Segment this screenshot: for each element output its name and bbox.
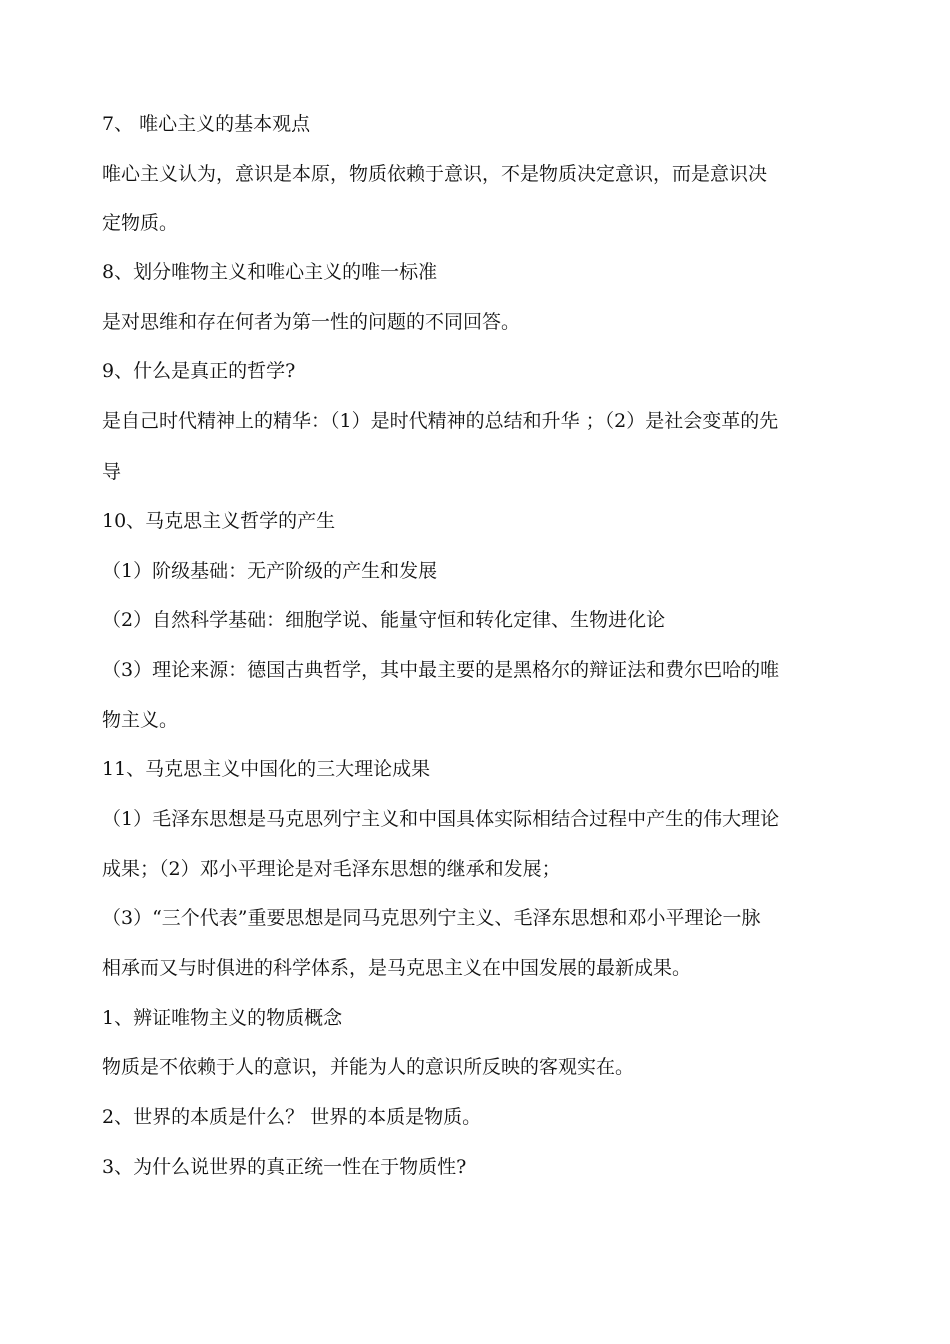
list-item: （1）阶级基础：无产阶级的产生和发展 — [102, 560, 438, 582]
list-item: （1）毛泽东思想是马克思列宁主义和中国具体实际相结合过程中产生的伟大理论 — [102, 808, 780, 830]
heading-2: 2、世界的本质是什么？ 世界的本质是物质。 — [102, 1106, 482, 1128]
paragraph-line: 是对思维和存在何者为第一性的问题的不同回答。 — [102, 311, 521, 333]
heading-10: 10、马克思主义哲学的产生 — [102, 510, 336, 532]
heading-3: 3、为什么说世界的真正统一性在于物质性? — [102, 1156, 467, 1178]
heading-7: 7、 唯心主义的基本观点 — [102, 113, 311, 135]
list-item-continued: 相承而又与时俱进的科学体系，是马克思主义在中国发展的最新成果。 — [102, 957, 692, 979]
list-item: （3）“三个代表”重要思想是同马克思列宁主义、毛泽东思想和邓小平理论一脉 — [102, 907, 761, 929]
list-item: （2）自然科学基础：细胞学说、能量守恒和转化定律、生物进化论 — [102, 609, 666, 631]
paragraph-line: 物质是不依赖于人的意识，并能为人的意识所反映的客观实在。 — [102, 1056, 635, 1078]
list-item-continued: 成果；（2）邓小平理论是对毛泽东思想的继承和发展； — [102, 858, 561, 880]
heading-8: 8、划分唯物主义和唯心主义的唯一标准 — [102, 261, 438, 283]
heading-1: 1、辨证唯物主义的物质概念 — [102, 1007, 343, 1029]
heading-9: 9、什么是真正的哲学? — [102, 360, 296, 382]
paragraph-line: 导 — [102, 461, 122, 483]
paragraph-line: 定物质。 — [102, 212, 179, 234]
paragraph-line: 唯心主义认为，意识是本原，物质依赖于意识，不是物质决定意识，而是意识决 — [102, 163, 768, 185]
heading-11: 11、马克思主义中国化的三大理论成果 — [102, 758, 431, 780]
paragraph-line: 是自己时代精神上的精华：（1）是时代精神的总结和升华 ；（2）是社会变革的先 — [102, 410, 779, 432]
list-item-continued: 物主义。 — [102, 709, 179, 731]
list-item: （3）理论来源：德国古典哲学，其中最主要的是黑格尔的辩证法和费尔巴哈的唯 — [102, 659, 780, 681]
